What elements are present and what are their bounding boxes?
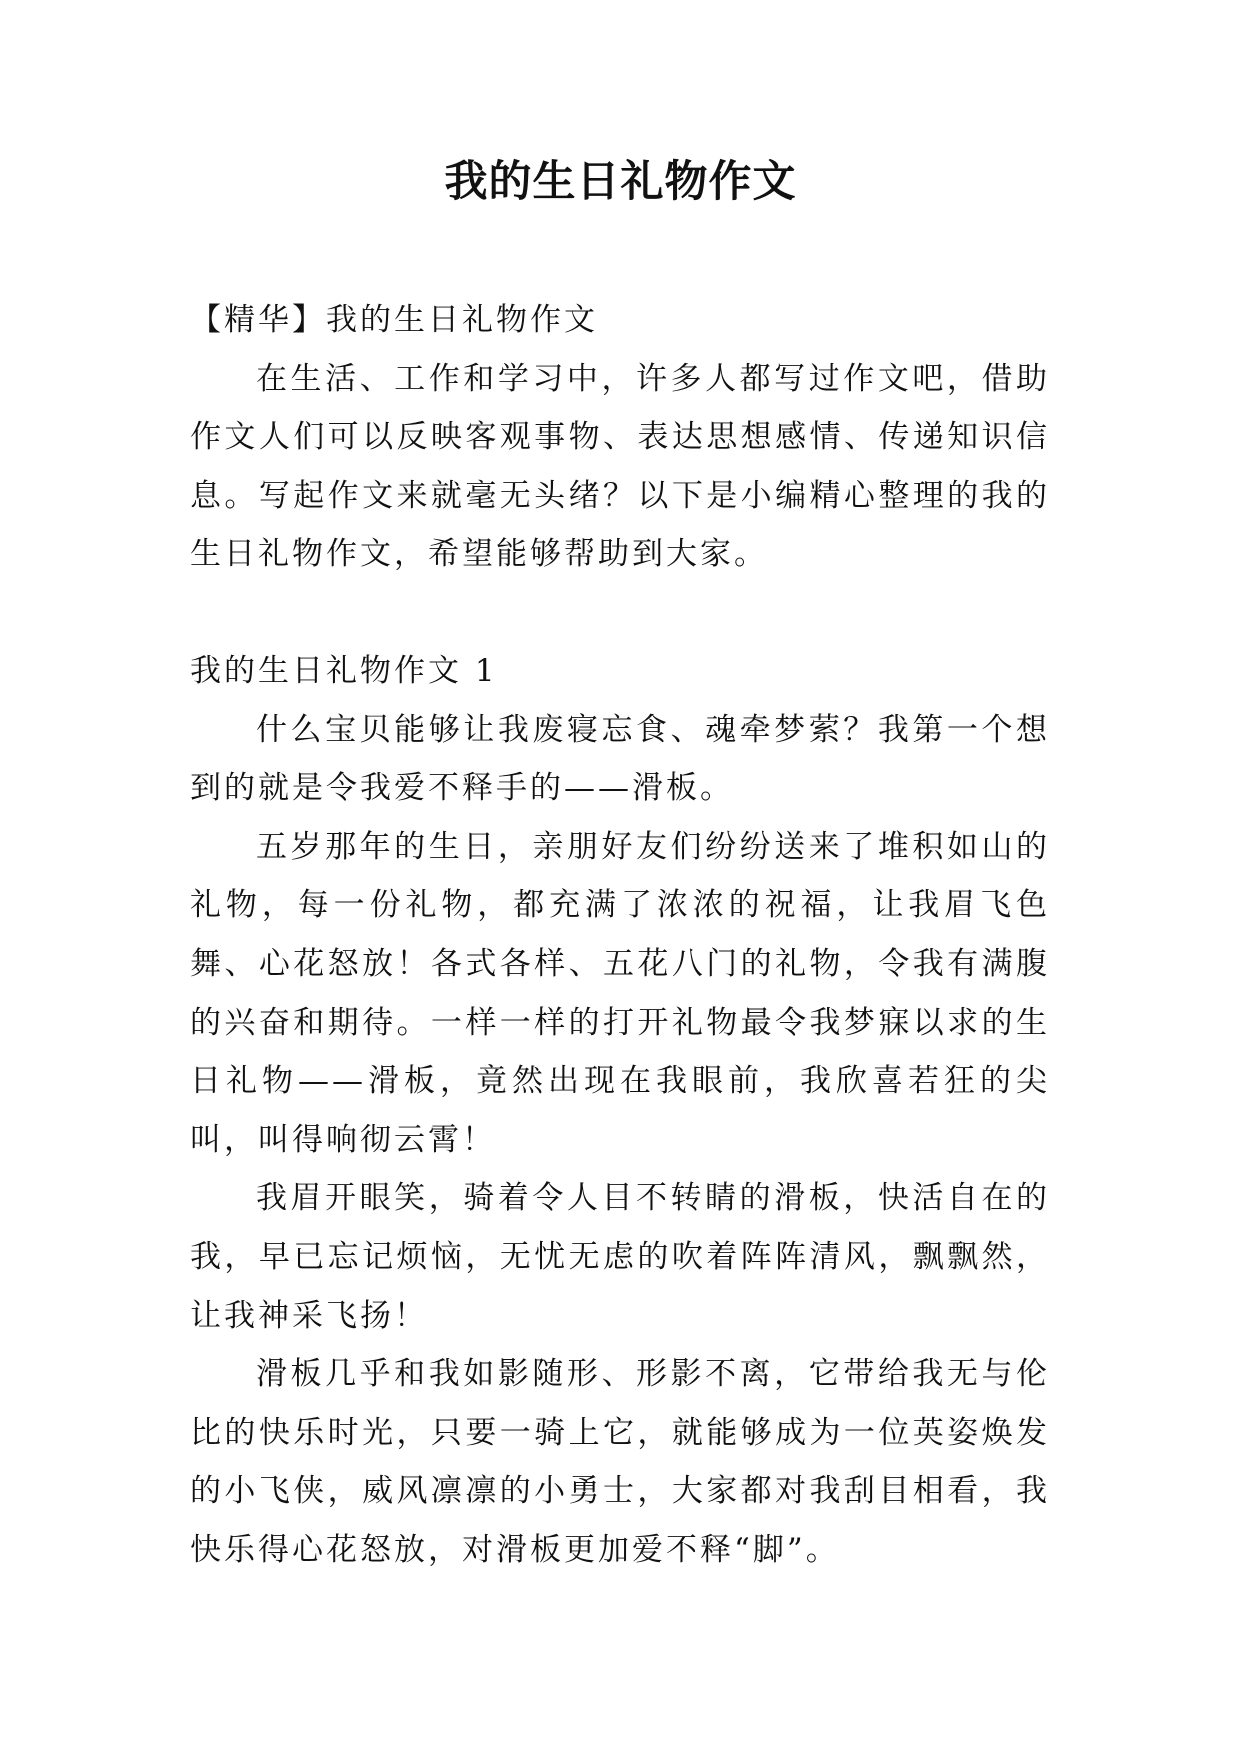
body-paragraph: 滑板几乎和我如影随形、形影不离，它带给我无与伦比的快乐时光，只要一骑上它，就能够成为一位英姿焕发的小飞侠，威风凛凛的小勇士，大家都对我刮目相看，我快乐得心花怒放，对滑板更加爱不释“脚”。 [190,1356,1050,1568]
subtitle: 【精华】我的生日礼物作文 [190,302,598,338]
section-spacer [190,584,1050,642]
body-paragraph: 什么宝贝能够让我废寝忘食、魂牵梦萦？我第一个想到的就是令我爱不释手的——滑板。 [190,711,1050,807]
body-paragraph: 我眉开眼笑，骑着令人目不转睛的滑板，快活自在的我，早已忘记烦恼，无忧无虑的吹着阵阵清风，飘飘然，让我神采飞扬！ [190,1180,1050,1334]
document-body [190,291,1050,1579]
body-paragraph: 五岁那年的生日，亲朋好友们纷纷送来了堆积如山的礼物，每一份礼物，都充满了浓浓的祝福，让我眉飞色舞、心花怒放！各式各样、五花八门的礼物，令我有满腹的兴奋和期待。一样一样的打开礼物最令我梦寐以求的生日礼物——滑板，竟然出现在我眼前，我欣喜若狂的尖叫，叫得响彻云霄！ [190,828,1050,1158]
section-heading: 我的生日礼物作文 1 [190,652,498,689]
intro-paragraph: 在生活、工作和学习中，许多人都写过作文吧，借助作文人们可以反映客观事物、表达思想感情、传递知识信息。写起作文来就毫无头绪？以下是小编精心整理的我的生日礼物作文，希望能够帮助到大家。 [190,360,1050,573]
document-title: 我的生日礼物作文 [444,157,797,207]
